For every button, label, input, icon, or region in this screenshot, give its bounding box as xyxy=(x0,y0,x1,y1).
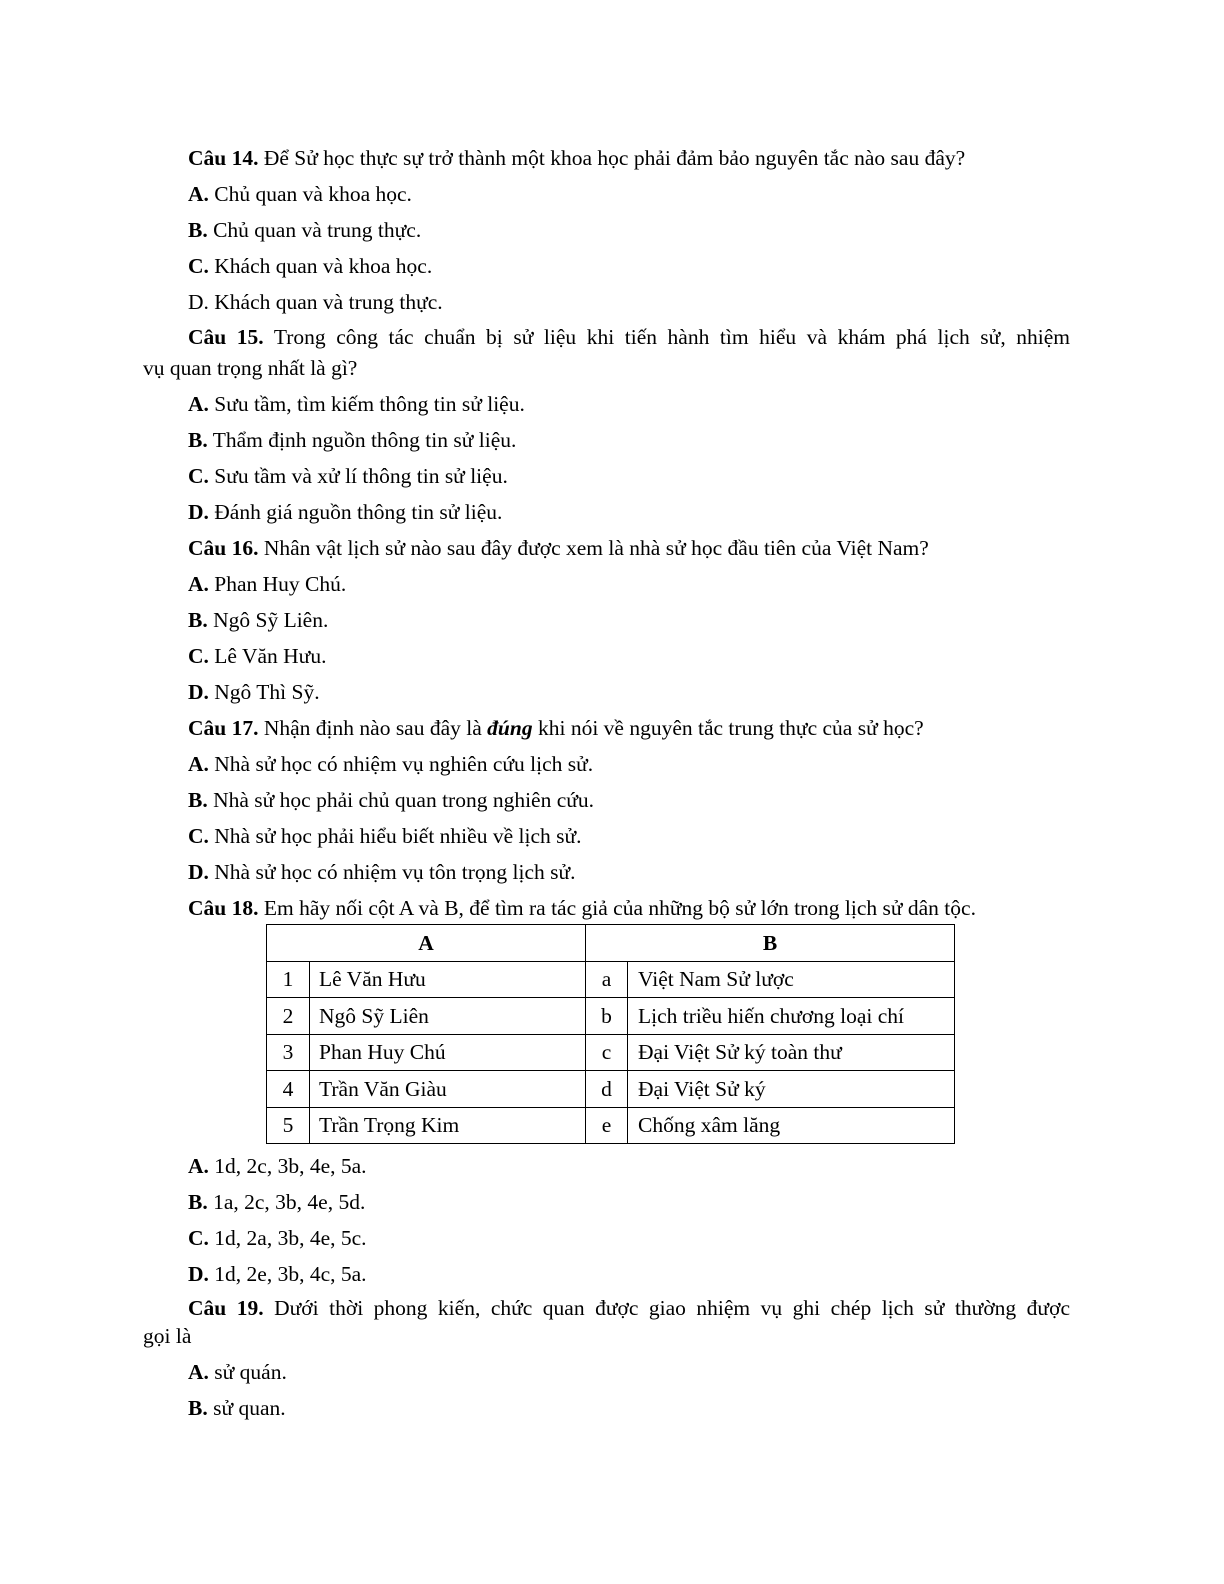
table-row xyxy=(267,1071,955,1108)
option-text: Chủ quan và khoa học. xyxy=(208,182,412,206)
table-row xyxy=(267,1034,955,1071)
option-text: sử quán. xyxy=(208,1360,287,1384)
option-text: Ngô Thì Sỹ. xyxy=(208,680,320,704)
question-text: Trong công tác chuẩn bị sử liệu khi tiến hành tìm hiểu và khám phá lịch sử, nhiệm xyxy=(263,325,1070,349)
option-label: C. xyxy=(188,464,209,488)
option-label: B. xyxy=(188,218,208,242)
row-letter: b xyxy=(586,998,628,1035)
matching-table xyxy=(266,924,955,1144)
row-number: 4 xyxy=(267,1071,310,1108)
option-text: D. Khách quan và trung thực. xyxy=(188,290,443,314)
answer-option xyxy=(188,859,576,885)
row-number: 5 xyxy=(267,1107,310,1144)
option-text: Thẩm định nguồn thông tin sử liệu. xyxy=(207,428,517,452)
book-title: Lịch triều hiến chương loại chí xyxy=(628,998,955,1035)
option-label: C. xyxy=(188,254,209,278)
option-text: Chủ quan và trung thực. xyxy=(207,218,422,242)
question-15-continuation xyxy=(143,355,357,381)
option-label: A. xyxy=(188,572,209,596)
answer-option xyxy=(188,391,525,417)
emphasis-text: đúng xyxy=(487,716,533,740)
question-19 xyxy=(188,1295,1070,1321)
option-label: B. xyxy=(188,1190,208,1214)
question-16 xyxy=(188,535,929,561)
option-text: 1d, 2e, 3b, 4c, 5a. xyxy=(208,1262,367,1286)
table-row xyxy=(267,998,955,1035)
question-19-continuation xyxy=(143,1323,191,1349)
column-a-header: A xyxy=(267,925,586,962)
author-name: Phan Huy Chú xyxy=(310,1034,586,1071)
answer-option xyxy=(188,289,443,315)
option-label: D. xyxy=(188,860,209,884)
answer-option xyxy=(188,1153,367,1179)
option-text: Ngô Sỹ Liên. xyxy=(207,608,329,632)
question-14 xyxy=(188,145,965,171)
question-text: Nhận định nào sau đây là xyxy=(258,716,488,740)
author-name: Trần Trọng Kim xyxy=(310,1107,586,1144)
answer-option xyxy=(188,751,593,777)
option-text: Nhà sử học có nhiệm vụ tôn trọng lịch sử. xyxy=(208,860,576,884)
option-text: Đánh giá nguồn thông tin sử liệu. xyxy=(208,500,503,524)
author-name: Lê Văn Hưu xyxy=(310,961,586,998)
answer-option xyxy=(188,607,328,633)
question-text: gọi là xyxy=(143,1324,192,1348)
row-number: 3 xyxy=(267,1034,310,1071)
option-label: A. xyxy=(188,182,209,206)
table-header-row xyxy=(267,925,955,962)
option-text: sử quan. xyxy=(207,1396,286,1420)
question-17 xyxy=(188,715,924,741)
option-text: Sưu tầm, tìm kiếm thông tin sử liệu. xyxy=(208,392,525,416)
question-18 xyxy=(188,895,976,921)
answer-option xyxy=(188,1189,365,1215)
question-15 xyxy=(188,324,1070,350)
question-label: Câu 14. xyxy=(188,146,259,170)
option-label: A. xyxy=(188,392,209,416)
row-letter: c xyxy=(586,1034,628,1071)
option-label: A. xyxy=(188,1154,209,1178)
question-text: Nhân vật lịch sử nào sau đây được xem là nhà sử học đầu tiên của Việt Nam? xyxy=(258,536,929,560)
row-number: 1 xyxy=(267,961,310,998)
author-name: Ngô Sỹ Liên xyxy=(310,998,586,1035)
option-text: 1a, 2c, 3b, 4e, 5d. xyxy=(207,1190,366,1214)
option-label: C. xyxy=(188,1226,209,1250)
question-text: Em hãy nối cột A và B, để tìm ra tác giả của những bộ sử lớn trong lịch sử dân tộc. xyxy=(258,896,976,920)
row-letter: e xyxy=(586,1107,628,1144)
question-text: Dưới thời phong kiến, chức quan được giao nhiệm vụ ghi chép lịch sử thường được xyxy=(263,1296,1070,1320)
answer-option xyxy=(188,679,320,705)
option-text: Phan Huy Chú. xyxy=(208,572,347,596)
question-label: Câu 16. xyxy=(188,536,259,560)
option-text: Sưu tầm và xử lí thông tin sử liệu. xyxy=(208,464,508,488)
book-title: Đại Việt Sử ký xyxy=(628,1071,955,1108)
answer-option xyxy=(188,1395,286,1421)
answer-option xyxy=(188,823,582,849)
book-title: Chống xâm lăng xyxy=(628,1107,955,1144)
option-text: Nhà sử học phải hiểu biết nhiều về lịch sử. xyxy=(208,824,582,848)
question-text: khi nói về nguyên tắc trung thực của sử học? xyxy=(532,716,924,740)
answer-option xyxy=(188,1261,367,1287)
author-name: Trần Văn Giàu xyxy=(310,1071,586,1108)
answer-option xyxy=(188,253,432,279)
question-text: Để Sử học thực sự trở thành một khoa học phải đảm bảo nguyên tắc nào sau đây? xyxy=(258,146,966,170)
answer-option xyxy=(188,787,594,813)
question-label: Câu 18. xyxy=(188,896,259,920)
answer-option xyxy=(188,643,326,669)
answer-option xyxy=(188,181,412,207)
question-label: Câu 17. xyxy=(188,716,259,740)
question-label: Câu 15. xyxy=(188,325,264,349)
book-title: Việt Nam Sử lược xyxy=(628,961,955,998)
option-label: C. xyxy=(188,644,209,668)
option-text: Lê Văn Hưu. xyxy=(208,644,327,668)
option-text: Khách quan và khoa học. xyxy=(208,254,433,278)
option-label: D. xyxy=(188,1262,209,1286)
question-label: Câu 19. xyxy=(188,1296,264,1320)
row-letter: a xyxy=(586,961,628,998)
answer-option xyxy=(188,427,516,453)
option-label: C. xyxy=(188,824,209,848)
option-label: B. xyxy=(188,608,208,632)
option-text: 1d, 2c, 3b, 4e, 5a. xyxy=(208,1154,367,1178)
answer-option xyxy=(188,463,508,489)
option-text: 1d, 2a, 3b, 4e, 5c. xyxy=(208,1226,367,1250)
book-title: Đại Việt Sử ký toàn thư xyxy=(628,1034,955,1071)
option-label: A. xyxy=(188,1360,209,1384)
option-label: B. xyxy=(188,1396,208,1420)
answer-option xyxy=(188,1225,367,1251)
option-label: D. xyxy=(188,680,209,704)
answer-option xyxy=(188,499,502,525)
column-b-header: B xyxy=(586,925,955,962)
option-label: D. xyxy=(188,500,209,524)
table-row xyxy=(267,1107,955,1144)
option-text: Nhà sử học có nhiệm vụ nghiên cứu lịch sử. xyxy=(208,752,594,776)
answer-option xyxy=(188,571,346,597)
table-row xyxy=(267,961,955,998)
row-letter: d xyxy=(586,1071,628,1108)
option-text: Nhà sử học phải chủ quan trong nghiên cứu. xyxy=(207,788,595,812)
option-label: A. xyxy=(188,752,209,776)
answer-option xyxy=(188,217,421,243)
option-label: B. xyxy=(188,788,208,812)
option-label: B. xyxy=(188,428,208,452)
question-text: vụ quan trọng nhất là gì? xyxy=(143,356,358,380)
row-number: 2 xyxy=(267,998,310,1035)
answer-option xyxy=(188,1359,287,1385)
